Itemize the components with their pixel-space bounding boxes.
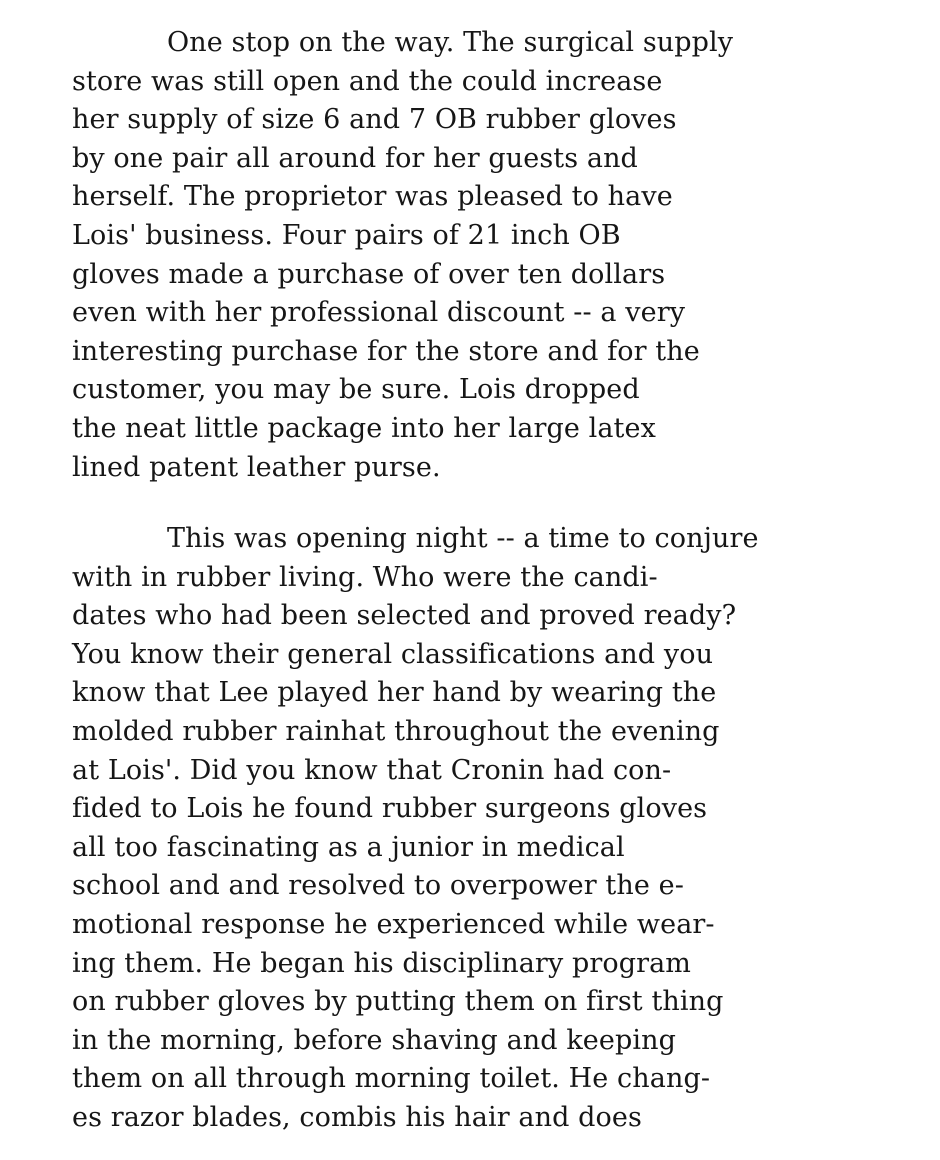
text-line: all too fascinating as a junior in medical	[72, 831, 625, 863]
text-line: es razor blades, combis his hair and does	[72, 1101, 642, 1133]
text-line: motional response he experienced while wear-	[72, 908, 715, 940]
text-line: customer, you may be sure. Lois dropped	[72, 374, 640, 406]
text-line: at Lois'. Did you know that Cronin had con-	[72, 754, 672, 786]
text-line: You know their general classifications and you	[72, 638, 714, 670]
text-line: molded rubber rainhat throughout the evening	[72, 715, 720, 747]
text-line: even with her professional discount -- a very	[72, 297, 686, 329]
text-line: This was opening night -- a time to conjure	[167, 523, 759, 554]
text-line: them on all through morning toilet. He chang-	[72, 1063, 711, 1095]
text-line: school and and resolved to overpower the e-	[72, 870, 684, 902]
text-line: on rubber gloves by putting them on first thing	[72, 986, 724, 1018]
paragraph-2	[72, 520, 872, 1138]
text-line: by one pair all around for her guests and	[72, 142, 638, 174]
text-line: the neat little package into her large latex	[72, 412, 656, 444]
text-line: dates who had been selected and proved ready?	[72, 600, 737, 632]
text-line: One stop on the way. The surgical supply	[167, 27, 734, 58]
text-line: fided to Lois he found rubber surgeons gloves	[72, 793, 708, 825]
text-line: know that Lee played her hand by wearing the	[72, 677, 717, 709]
text-line: herself. The proprietor was pleased to have	[72, 181, 673, 213]
text-line: gloves made a purchase of over ten dollars	[72, 258, 666, 290]
text-line: interesting purchase for the store and for the	[72, 335, 700, 367]
text-line: in the morning, before shaving and keeping	[72, 1024, 676, 1056]
text-line: Lois' business. Four pairs of 21 inch OB	[72, 219, 621, 251]
text-line: store was still open and the could increase	[72, 65, 663, 97]
text-line: ing them. He began his disciplinary program	[72, 947, 692, 979]
text-line: lined patent leather purse.	[72, 451, 441, 483]
text-line: with in rubber living. Who were the candi-	[72, 561, 658, 593]
text-line: her supply of size 6 and 7 OB rubber gloves	[72, 104, 677, 136]
paragraph-1	[72, 24, 872, 487]
